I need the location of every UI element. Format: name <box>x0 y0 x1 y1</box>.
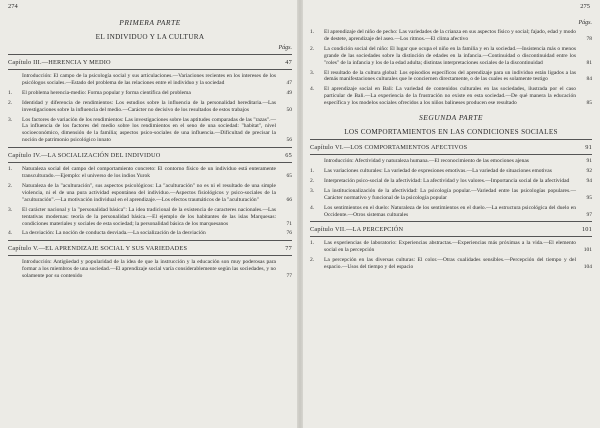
toc-entry <box>310 240 592 254</box>
entry-number: 2. <box>310 45 315 52</box>
chapter-rule <box>8 240 292 241</box>
entry-text: Los factores de variación de los rendimientos: Las investigaciones sobre las aptitudes comparadas de las "razas".—La influencia de los factores del medio sobre los rendimientos en el seno de una sociedad: "habitat", nivel socioeconómico, dimensión de la familia; aspectos psico-sociales de una influencia.—Dificultad de precisar la noción de patrimonio psicológico innato <box>22 116 276 144</box>
entry-number: 1. <box>310 29 315 35</box>
chapter-title: Capítulo IV.—LA SOCIALIZACIÓN DEL INDIVIDUO <box>8 152 161 160</box>
chapter-rule <box>310 139 592 140</box>
chapter-page: 77 <box>285 245 292 253</box>
part-label: SEGUNDA PARTE <box>419 113 483 123</box>
entry-text: El problema herencia-medio: Forma popular y forma científica del problema <box>22 89 191 96</box>
toc-entry <box>310 168 592 175</box>
toc-entry <box>8 166 292 180</box>
entry-indent <box>310 158 324 165</box>
entry-indent <box>8 73 22 87</box>
entry-number: 2. <box>8 182 13 189</box>
entry-text: El resultado de la cultura global: Los episodios específicos del aprendizaje para un individuo están ligados a las demás manifestaciones culturales que le conciernen directamente, o de las cuales es solamente testigo <box>324 69 576 83</box>
entry-text: Las experiencias de laboratorio: Experiencias abstractas.—Experiencias más próximas a la vida.—El elemento social en la percepción <box>324 240 576 254</box>
part-label: PRIMERA PARTE <box>119 18 181 27</box>
entry-text: La desviación: La noción de conducta desviada.—La socialización de la desviación <box>22 230 206 237</box>
chapter-page: 101 <box>581 226 592 234</box>
pags-label: Págs. <box>578 20 592 26</box>
entry-number: 2. <box>310 177 315 184</box>
chapter-title: Capítulo V.—EL APRENDIZAJE SOCIAL Y SUS VARIEDADES <box>8 245 188 253</box>
entry-text: Naturaleza de la "aculturación", sus aspectos psicológicos: La "aculturación" no es ni el resultado de una simple violencia, ni el de una pura actividad espontánea del individuo.—Aspectos fisiológicos y psico-sociales de la "aculturación".—La motivación individual en el aprendizaje.—Los efectos traumáticos de la "aculturación" <box>22 182 276 203</box>
toc-entry <box>8 90 292 97</box>
toc-entry <box>8 117 292 145</box>
chapter-page: 91 <box>585 144 592 152</box>
page-number: 274 <box>8 3 18 10</box>
toc-entry <box>8 100 292 114</box>
chapter-page: 47 <box>285 59 292 66</box>
toc-entry <box>310 158 592 165</box>
chapter-rule <box>8 69 292 70</box>
page-number: 275 <box>580 3 590 10</box>
entry-text: Interpretación psico-social de la afectividad: La afectividad y los valores.—Importancia social de la afectividad <box>324 177 570 184</box>
entry-page: 95 <box>586 194 592 201</box>
entry-text: El aprendizaje social en Bali: La variedad de contenidos culturales en las sociedades, ilustrada por el caso particular de Bali.—La experiencia de la frustración no existe en esta sociedad.—De qué manera la educación específica y los modelos sociales ofrecidos a los niños balineses producen ese resultado <box>324 86 576 107</box>
entry-text: La institucionalización de la afectividad: La psicología popular.—Variedad entre las psicologías populares.—Carácter normativo y funcional de la psicología popular <box>324 187 576 201</box>
entry-text: Los sentimientos en el duelo: Naturaleza de los sentimientos en el duelo.—La estructura psicológica del duelo en Occidente.—Otros sistemas culturales <box>324 204 576 218</box>
toc-entry <box>8 207 292 228</box>
chapter-heading <box>8 245 292 252</box>
entry-page: 65 <box>286 173 292 180</box>
entry-number: 3. <box>8 116 13 123</box>
toc-entry <box>8 73 292 87</box>
entry-number: 3. <box>310 187 315 194</box>
entry-page: 94 <box>586 177 592 184</box>
chapter-heading <box>8 59 292 66</box>
entry-page: 71 <box>286 220 292 227</box>
entry-page: 101 <box>583 247 592 254</box>
entry-page: 77 <box>286 273 292 280</box>
entry-number: 1. <box>310 167 315 174</box>
entry-number: 4. <box>8 230 13 237</box>
entry-page: 81 <box>586 59 592 66</box>
chapter-page: 65 <box>285 152 292 160</box>
entry-page: 47 <box>286 79 292 86</box>
entry-page: 50 <box>286 106 292 113</box>
entry-text: La percepción en las diversas culturas: El color.—Otras cualidades sensibles.—Percepción del tiempo y del espacio.—Usos del tiempo y del espacio <box>324 257 576 271</box>
toc-entry <box>8 230 292 237</box>
chapter-rule <box>310 154 592 155</box>
chapter-rule <box>8 147 292 148</box>
entry-page: 92 <box>586 167 592 174</box>
chapter-list <box>310 139 592 271</box>
entry-number: 3. <box>8 206 13 213</box>
toc-entry <box>310 205 592 219</box>
entry-page: 66 <box>286 196 292 203</box>
chapter-rule <box>8 162 292 163</box>
chapter-rule <box>8 255 292 256</box>
entry-text: El aprendizaje del niño de pecho: Las variedades de la crianza en sus aspectos físico y social; fajado, edad y modo de destete, aprendizaje del aseo.—Los ritmos.—El clima afectivo <box>324 29 576 42</box>
toc-entry <box>310 188 592 202</box>
entry-page: 78 <box>586 35 592 42</box>
toc-entry <box>310 46 592 67</box>
toc-entry <box>8 183 292 204</box>
chapter-list <box>8 54 292 280</box>
entry-number: 1. <box>8 89 13 96</box>
chapter-title: Capítulo VI.—LOS COMPORTAMIENTOS AFECTIVOS <box>310 144 468 152</box>
entry-text: Introducción: El campo de la psicología social y sus articulaciones.—Variaciones recientes en los intereses de los psicólogos sociales.—Estado del problema de las relaciones entre el individuo y la sociedad <box>22 73 276 86</box>
chapter-rule <box>310 236 592 237</box>
toc-entry <box>310 178 592 185</box>
entry-page: 49 <box>286 89 292 96</box>
toc-entry <box>310 70 592 84</box>
entry-number: 1. <box>8 166 13 173</box>
entry-number: 3. <box>310 69 315 76</box>
entry-text: La condición social del niño: El lugar que ocupa el niño en la familia y en la sociedad.—Insistencia más o menos grande de las sociedades sobre la distinción de edades en la infancia.—Continuidad o discontinuidad entre los "roles" de la infancia y los de la edad adulta; distintas interpretaciones sociales de la discontinuidad <box>324 45 576 66</box>
toc-entry <box>310 257 592 271</box>
pags-label: Págs. <box>278 45 292 51</box>
toc-entry <box>8 259 292 280</box>
entry-page: 56 <box>286 137 292 144</box>
entry-indent <box>8 259 22 280</box>
entry-page: 85 <box>586 100 592 107</box>
chapter-rule <box>310 221 592 222</box>
entry-text: Naturaleza social del campo del comportamiento concreto: El contorno físico de un individuo está enteramente transculturado.—Ejemplo: el universo de los indios Yurok <box>22 166 276 180</box>
entry-page: 97 <box>586 211 592 218</box>
chapter-heading <box>310 226 592 233</box>
entry-list <box>310 29 592 107</box>
entry-number: 2. <box>310 257 315 264</box>
entry-number: 2. <box>8 99 13 106</box>
entry-text: Identidad y diferencia de rendimientos: Los estudios sobre la influencia de la personalidad hereditaria.—Las investigaciones sobre la influencia del medio.—Carácter no decisivo de los resultados de estos trabajos <box>22 99 276 113</box>
chapter-title: Capítulo VII.—LA PERCEPCIÓN <box>310 226 404 234</box>
entry-page: 84 <box>586 76 592 83</box>
chapter-title: Capítulo III.—HERENCIA Y MEDIO <box>8 59 111 66</box>
part-title: LOS COMPORTAMIENTOS EN LAS CONDICIONES SOCIALES <box>344 128 558 137</box>
entry-page: 91 <box>586 158 592 165</box>
entry-number: 1. <box>310 240 315 247</box>
entry-text: El carácter nacional y la "personalidad básica": La idea tradicional de la existencia de caracteres nacionales.—Las tentativas modernas: teoría de la personalidad básica.—El ejemplo de los habitantes de las islas Marquesas: condiciones materiales y sociales de esta sociedad; la personalidad básica de los marquesanos <box>22 206 276 227</box>
entry-number: 4. <box>310 204 315 211</box>
toc-entry <box>310 29 592 43</box>
entry-number: 4. <box>310 86 315 93</box>
chapter-heading <box>310 144 592 151</box>
entry-page: 104 <box>583 264 592 271</box>
right-page <box>300 0 600 428</box>
chapter-heading <box>8 152 292 159</box>
entry-text: Las variaciones culturales: La variedad de expresiones emotivas.—La variedad de situaciones emotivas <box>324 167 552 174</box>
entry-text: Introducción: Antigüedad y popularidad de la idea de que la instrucción y la educación son muy poderosas para formar a los miembros de una sociedad.—El aprendizaje social varía considerablemente según las sociedades, y no solamente por su contenido <box>22 259 276 280</box>
entry-text: Introducción: Afectividad y naturaleza humana.—El reconocimiento de las emociones ajenas <box>324 158 529 165</box>
toc-entry <box>310 86 592 107</box>
part-title: EL INDIVIDUO Y LA CULTURA <box>95 33 205 41</box>
entry-page: 76 <box>286 230 292 237</box>
chapter-rule <box>8 54 292 55</box>
